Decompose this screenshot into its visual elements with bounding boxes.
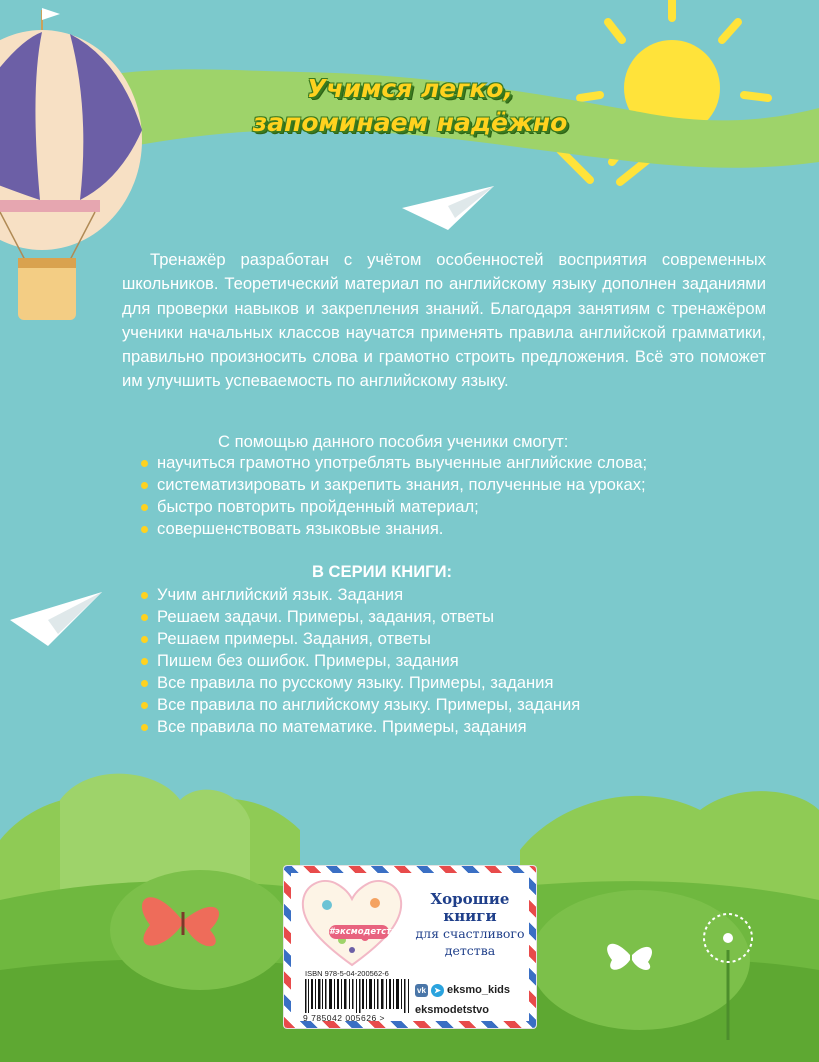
intro-paragraph: Тренажёр разработан с учётом особенностей восприятия современных школьников. Теоретический материал по английскому языку дополнен заданиями для проверки навыков и закрепления знаний. Благодаря занятиям с тренажёром ученики начальных классов научатся применять правила английской грамматики, правильно произносить слова и грамотно строить предложения. Всё это поможет им улучшить успеваемость по английскому языку. bbox=[122, 250, 766, 391]
slogan-small: для счастливого детства bbox=[415, 926, 525, 958]
isbn-label: ISBN 978-5-04-200562-6 bbox=[305, 969, 389, 978]
vk-handle[interactable]: eksmo_kids bbox=[447, 984, 510, 996]
site-handle[interactable]: eksmodetstvo bbox=[415, 1004, 489, 1016]
cover-title-line2: запоминаем надёжно bbox=[252, 108, 568, 137]
cover-title-line1: Учимся легко, bbox=[307, 74, 513, 103]
hot-air-balloon-icon bbox=[0, 8, 142, 320]
barcode-icon bbox=[305, 979, 411, 1013]
list-item: Решаем задачи. Примеры, задания, ответы bbox=[137, 606, 580, 628]
list-item: Все правила по математике. Примеры, задания bbox=[137, 716, 580, 738]
cover-title bbox=[230, 72, 590, 140]
heart-icon bbox=[297, 875, 407, 970]
paper-plane-icon bbox=[10, 592, 102, 646]
paper-plane-icon bbox=[402, 186, 494, 230]
social-links bbox=[415, 982, 530, 1016]
skills-list bbox=[137, 452, 647, 540]
list-item: Пишем без ошибок. Примеры, задания bbox=[137, 650, 580, 672]
vk-icon[interactable]: vk bbox=[415, 984, 428, 997]
list-item: научиться грамотно употреблять выученные английские слова; bbox=[137, 452, 647, 474]
list-item: Все правила по русскому языку. Примеры, задания bbox=[137, 672, 580, 694]
list-item: Все правила по английскому языку. Примеры, задания bbox=[137, 694, 580, 716]
slogan-big: Хорошие книги bbox=[430, 890, 510, 925]
list-item: Решаем примеры. Задания, ответы bbox=[137, 628, 580, 650]
series-heading: В СЕРИИ КНИГИ: bbox=[311, 562, 453, 581]
list-item: Учим английский язык. Задания bbox=[137, 584, 580, 606]
series-list bbox=[137, 584, 580, 738]
skills-lead: С помощью данного пособия ученики смогут: bbox=[218, 432, 569, 451]
social-row bbox=[415, 982, 530, 998]
hashtag-label: #эксмодетство bbox=[329, 927, 403, 937]
sticker-body bbox=[291, 873, 529, 1021]
list-item: совершенствовать языковые знания. bbox=[137, 518, 647, 540]
list-item: систематизировать и закрепить знания, полученные на уроках; bbox=[137, 474, 647, 496]
publisher-slogan bbox=[411, 891, 529, 959]
publisher-sticker bbox=[284, 866, 536, 1028]
list-item: быстро повторить пройденный материал; bbox=[137, 496, 647, 518]
barcode-number: 9 785042 005626 > bbox=[303, 1013, 386, 1023]
telegram-icon[interactable]: ➤ bbox=[431, 984, 444, 997]
